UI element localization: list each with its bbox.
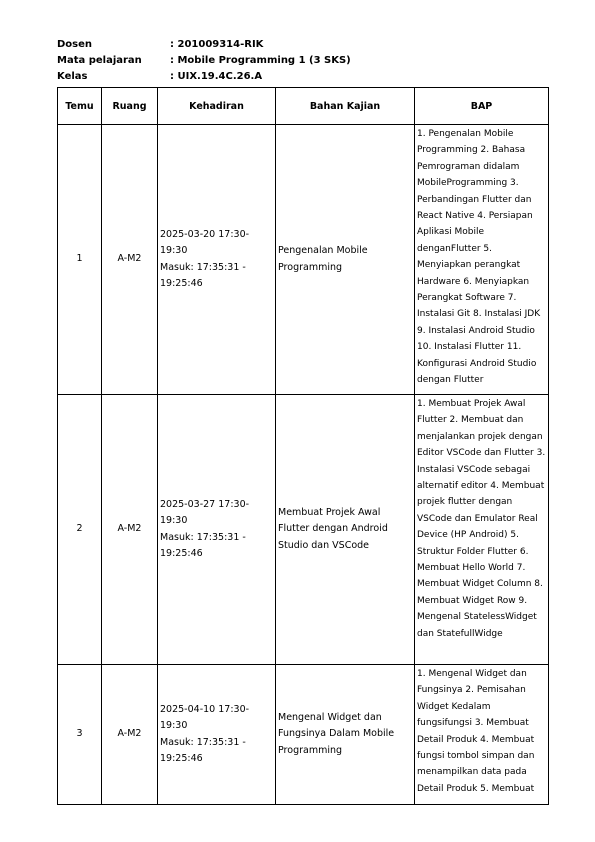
cell-bap: 1. Membuat Projek Awal Flutter 2. Membuat dan menjalankan projek dengan Editor VSCode dan Flutter 3. Instalasi VSCode sebagai alternatif editor 4. Membuat projek flutter dengan VSCode dan Emulator Real Device (HP Android) 5. Struktur Folder Flutter 6. Membuat Hello World 7. Membuat Widget Column 8. Membuat Widget Row 9. Mengenal StatelessWidget dan StatefullWidge	[415, 395, 549, 665]
kelas-label: Kelas	[57, 70, 88, 82]
cell-bap: 1. Pengenalan Mobile Programming 2. Bahasa Pemrograman didalam MobileProgramming 3. Perbandingan Flutter dan React Native 4. Persiapan Aplikasi Mobile denganFlutter 5. Menyiapkan perangkat Hardware 6. Menyiapkan Perangkat Software 7. Instalasi Git 8. Instalasi JDK 9. Instalasi Android Studio 10. Instalasi Flutter 11. Konfigurasi Android Studio dengan Flutter	[415, 125, 549, 395]
attendance-table	[57, 87, 549, 805]
cell-ruang: A-M2	[102, 665, 158, 805]
kelas-value: : UIX.19.4C.26.A	[170, 70, 263, 82]
mapel-label: Mata pelajaran	[57, 54, 142, 66]
cell-kehadiran: 2025-03-20 17:30-19:30 Masuk: 17:35:31 - 19:25:46	[158, 125, 276, 395]
table-row	[58, 125, 549, 395]
cell-ruang: A-M2	[102, 395, 158, 665]
kelas-row	[57, 68, 557, 84]
header-bap: BAP	[415, 88, 549, 125]
table-header-row	[58, 88, 549, 125]
dosen-label: Dosen	[57, 38, 93, 50]
cell-ruang: A-M2	[102, 125, 158, 395]
table-row	[58, 395, 549, 665]
cell-bahan-kajian: Pengenalan Mobile Programming	[276, 125, 415, 395]
header-kehadiran: Kehadiran	[158, 88, 276, 125]
header-ruang: Ruang	[102, 88, 158, 125]
cell-temu: 3	[58, 665, 102, 805]
header-bahan-kajian: Bahan Kajian	[276, 88, 415, 125]
cell-temu: 2	[58, 395, 102, 665]
dosen-row	[57, 36, 557, 52]
table-row	[58, 665, 549, 805]
cell-bahan-kajian: Membuat Projek Awal Flutter dengan Android Studio dan VSCode	[276, 395, 415, 665]
cell-bap: 1. Mengenal Widget dan Fungsinya 2. Pemisahan Widget Kedalam fungsifungsi 3. Membuat Detail Produk 4. Membuat fungsi tombol simpan dan menampilkan data pada Detail Produk 5. Membuat	[415, 665, 549, 805]
mapel-value: : Mobile Programming 1 (3 SKS)	[170, 54, 351, 66]
cell-kehadiran: 2025-03-27 17:30-19:30 Masuk: 17:35:31 - 19:25:46	[158, 395, 276, 665]
cell-temu: 1	[58, 125, 102, 395]
header-temu: Temu	[58, 88, 102, 125]
dosen-value: : 201009314-RIK	[170, 38, 264, 50]
cell-kehadiran: 2025-04-10 17:30-19:30 Masuk: 17:35:31 - 19:25:46	[158, 665, 276, 805]
cell-bahan-kajian: Mengenal Widget dan Fungsinya Dalam Mobile Programming	[276, 665, 415, 805]
mapel-row	[57, 52, 557, 68]
header-info	[57, 36, 557, 84]
